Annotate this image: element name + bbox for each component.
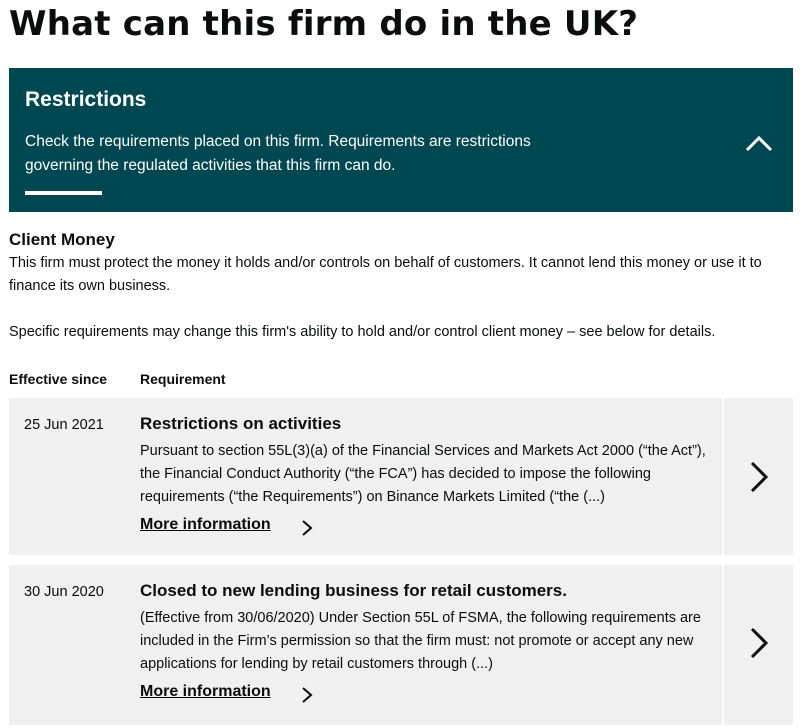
collapse-toggle-button[interactable]: [743, 128, 775, 160]
active-tab-indicator: [25, 191, 102, 195]
more-information-link[interactable]: More information: [140, 516, 271, 533]
expand-row-button[interactable]: [722, 565, 793, 725]
panel-heading: Restrictions: [25, 88, 147, 111]
client-money-note: Specific requirements may change this firm's ability to hold and/or control client money – see below for details.: [9, 324, 716, 340]
chevron-right-icon: [748, 460, 770, 494]
panel-description: Check the requirements placed on this firm. Requirements are restrictions governing the regulated activities that this firm can do.: [25, 133, 531, 174]
requirement-title: Restrictions on activities: [140, 414, 342, 433]
chevron-right-icon[interactable]: [299, 518, 315, 538]
column-header-requirement: Requirement: [140, 371, 226, 387]
expand-row-button[interactable]: [722, 398, 793, 555]
client-money-heading: Client Money: [9, 230, 115, 249]
requirement-summary: (Effective from 30/06/2020) Under Section 55L of FSMA, the following requirements are included in the Firm’s permission so that the firm must: not promote or accept any new applications for lending by retail customers through (...): [140, 610, 701, 672]
page-title: What can this firm do in the UK?: [9, 4, 639, 44]
effective-date: 25 Jun 2021: [24, 417, 104, 433]
requirement-title: Closed to new lending business for retail customers.: [140, 581, 567, 600]
chevron-up-icon: [743, 128, 775, 160]
effective-date: 30 Jun 2020: [24, 584, 104, 600]
chevron-right-icon[interactable]: [299, 685, 315, 705]
more-information-link[interactable]: More information: [140, 683, 271, 700]
requirement-summary: Pursuant to section 55L(3)(a) of the Financial Services and Markets Act 2000 (“the Act”), the Financial Conduct Authority (“the FCA”) has decided to impose the following requirements (“the Requirements”) on Binance Markets Limited (“the (...): [140, 443, 706, 505]
restrictions-panel: [9, 68, 793, 212]
column-header-effective-since: Effective since: [9, 371, 108, 387]
client-money-description: This firm must protect the money it holds and/or controls on behalf of customers. It cannot lend this money or use it to finance its own business.: [9, 255, 762, 294]
chevron-right-icon: [748, 626, 770, 660]
requirement-row[interactable]: [9, 398, 793, 555]
requirement-row[interactable]: [9, 565, 793, 725]
